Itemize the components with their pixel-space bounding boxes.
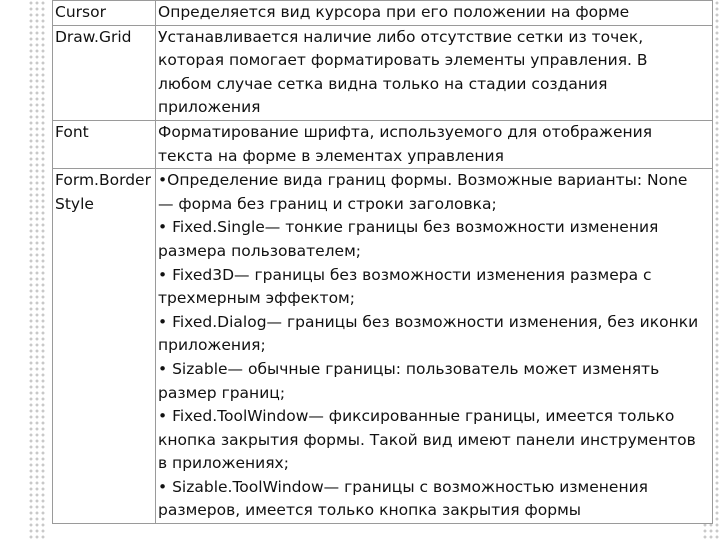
property-name-cell — [53, 169, 156, 524]
property-name: Draw.Grid — [55, 27, 132, 46]
properties-table — [52, 0, 713, 524]
table-row — [53, 120, 713, 168]
description-line: Устанавливается наличие либо отсутствие сетки из точек, — [158, 27, 644, 46]
description-line: • Sizable.ToolWindow— границы с возможностью изменения — [158, 477, 648, 496]
property-name: Font — [55, 122, 89, 141]
property-name-cell — [53, 1, 156, 26]
property-name: Cursor — [55, 3, 106, 21]
description-line: текста на форме в элементах управления — [158, 146, 504, 165]
description-line: — форма без границ и строки заголовка; — [158, 194, 497, 213]
property-description-cell — [156, 25, 713, 120]
description-line: Форматирование шрифта, используемого для отображения — [158, 122, 653, 141]
table-row — [53, 1, 713, 26]
description-line: • Sizable— обычные границы: пользователь может изменять — [158, 359, 660, 378]
table-row — [53, 25, 713, 120]
description-line: Определяется вид курсора при его положении на форме — [158, 3, 630, 21]
property-description-cell — [156, 1, 713, 26]
description-line: размер границ; — [158, 383, 286, 402]
description-line: • Fixed.Dialog— границы без возможности изменения, без иконки — [158, 312, 699, 331]
property-name: Style — [55, 194, 94, 213]
description-line: любом случае сетка видна только на стадии создания — [158, 74, 608, 93]
property-name-cell — [53, 25, 156, 120]
description-line: • Fixed.Single— тонкие границы без возможности изменения — [158, 218, 659, 237]
description-line: в приложениях; — [158, 454, 289, 473]
description-line: •Определение вида границ формы. Возможные варианты: None — [158, 171, 688, 190]
description-line: которая помогает форматировать элементы управления. В — [158, 51, 648, 70]
description-line: трехмерным эффектом; — [158, 289, 355, 308]
property-description-cell — [156, 169, 713, 524]
description-line: размеров, имеется только кнопка закрытия формы — [158, 501, 582, 520]
description-line: приложения — [158, 98, 261, 117]
dotted-margin-left — [28, 0, 46, 540]
description-line: • Fixed.ToolWindow— фиксированные границы, имеется только — [158, 407, 675, 426]
description-line: кнопка закрытия формы. Такой вид имеют панели инструментов — [158, 430, 696, 449]
property-name: Form.Border — [55, 171, 151, 190]
property-name-cell — [53, 120, 156, 168]
description-line: • Fixed3D— границы без возможности изменения размера с — [158, 265, 652, 284]
description-line: приложения; — [158, 336, 266, 355]
table-row — [53, 169, 713, 524]
property-description-cell — [156, 120, 713, 168]
description-line: размера пользователем; — [158, 241, 362, 260]
